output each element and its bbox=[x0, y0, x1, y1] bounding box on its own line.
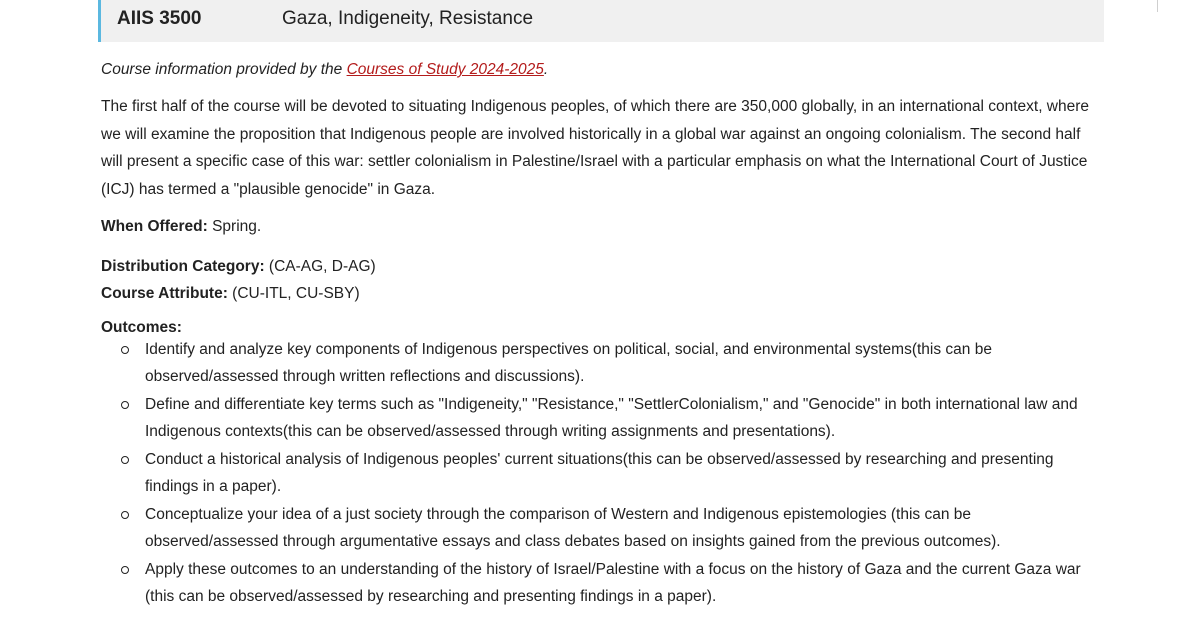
bullet-circle-icon bbox=[121, 401, 129, 409]
course-details bbox=[101, 58, 1101, 611]
outcome-text: Apply these outcomes to an understanding of the history of Israel/Palestine with a focus on the history of Gaza and the current Gaza war (this can be observed/assessed by researching and presenting findings in a paper). bbox=[145, 560, 1081, 605]
bullet-circle-icon bbox=[121, 346, 129, 354]
course-description: The first half of the course will be devoted to situating Indigenous peoples, of which there are 350,000 globally, in an international context, where we will examine the proposition that Indigenous people are involved historically in a global war against an ongoing colonialism. The second half will present a specific case of this war: settler colonialism in Palestine/Israel with a particular emphasis on what the International Court of Justice (ICJ) has termed a "plausible genocide" in Gaza. bbox=[101, 98, 1090, 198]
source-note bbox=[101, 58, 1101, 82]
distribution-category bbox=[101, 253, 1101, 281]
bullet-circle-icon bbox=[121, 456, 129, 464]
attribute-label: Course Attribute: bbox=[101, 285, 228, 302]
distribution-label: Distribution Category: bbox=[101, 257, 265, 275]
attribute-value: (CU-ITL, CU-SBY) bbox=[227, 285, 360, 302]
outcomes-list bbox=[101, 336, 1101, 611]
courses-of-study-link[interactable]: Courses of Study 2024-2025 bbox=[346, 61, 544, 78]
when-offered bbox=[101, 213, 1101, 241]
course-title: Gaza, Indigeneity, Resistance bbox=[282, 8, 534, 29]
outcome-item bbox=[145, 501, 1101, 556]
source-prefix: Course information provided by the bbox=[101, 61, 347, 78]
outcome-item bbox=[145, 336, 1101, 391]
divider bbox=[1157, 0, 1158, 12]
outcome-item bbox=[145, 391, 1101, 446]
when-offered-label: When Offered: bbox=[101, 218, 208, 235]
bullet-circle-icon bbox=[121, 511, 129, 519]
course-code: AIIS 3500 bbox=[117, 8, 202, 29]
distribution-value: (CA-AG, D-AG) bbox=[264, 257, 376, 275]
outcome-item bbox=[145, 446, 1101, 501]
outcome-text: Conceptualize your idea of a just society through the comparison of Western and Indigenous epistemologies (this can be observed/assessed through argumentative essays and class debates based on insights gained from the previous outcomes). bbox=[145, 505, 1001, 550]
outcome-text: Define and differentiate key terms such as "Indigeneity," "Resistance," "SettlerColonialism," and "Genocide" in both international law and Indigenous contexts(this can be observed/assessed through writing assignments and presentations). bbox=[145, 395, 1078, 440]
source-suffix: . bbox=[543, 61, 549, 78]
outcome-item bbox=[145, 556, 1101, 611]
course-attribute bbox=[101, 280, 1101, 308]
outcome-text: Conduct a historical analysis of Indigenous peoples' current situations(this can be observed/assessed by researching and presenting findings in a paper). bbox=[145, 450, 1054, 495]
outcomes-heading: Outcomes: bbox=[101, 318, 182, 336]
outcome-text: Identify and analyze key components of Indigenous perspectives on political, social, and environmental systems(this can be observed/assessed through written reflections and discussions). bbox=[145, 340, 992, 385]
bullet-circle-icon bbox=[121, 566, 129, 574]
when-offered-value: Spring. bbox=[207, 218, 262, 235]
course-header[interactable] bbox=[98, 0, 1104, 42]
